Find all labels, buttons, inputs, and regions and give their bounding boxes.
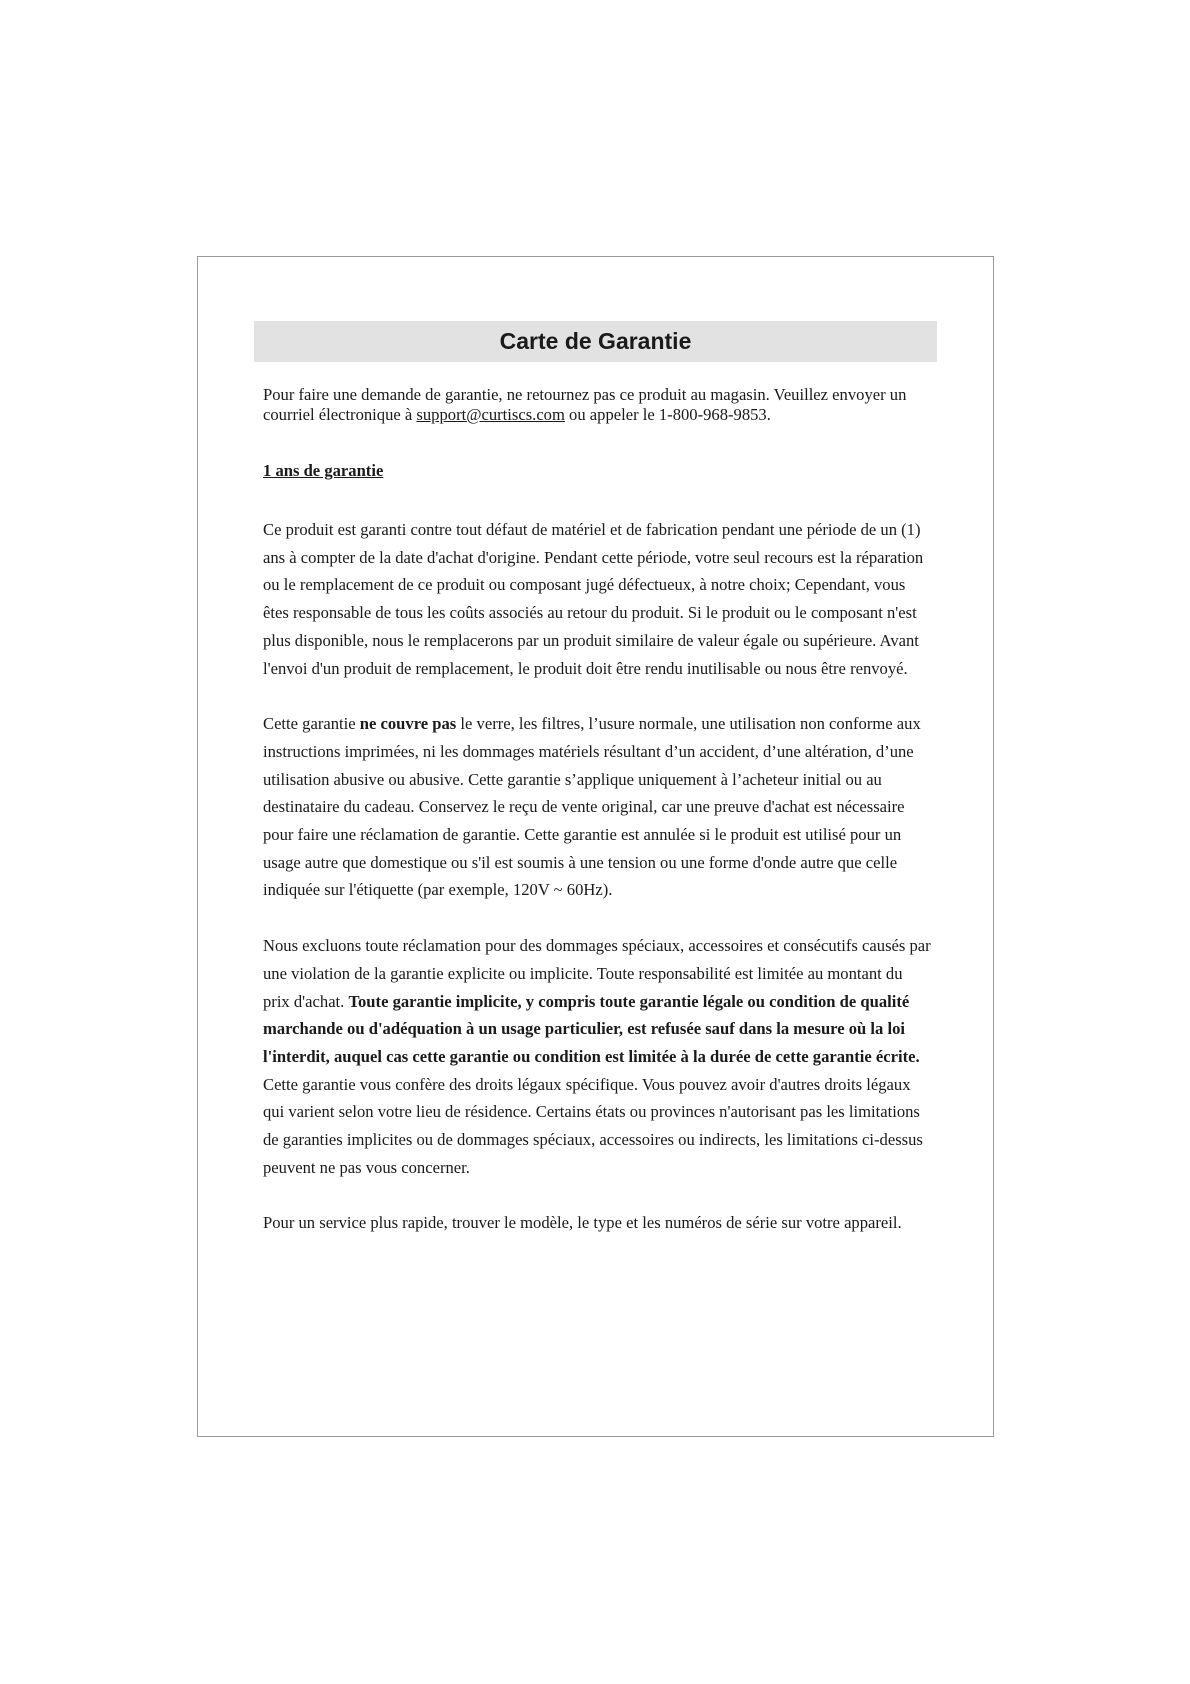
liability-rest: Cette garantie vous confère des droits légaux spécifique. Vous pouvez avoir d'autres droits légaux qui varient selon votre lieu de résidence. Certains états ou provinces n'autorisant pas les limitations de garanties implicites ou de dommages spéciaux, accessoires ou indirects, les limitations ci-dessus peuvent ne pas vous concerner. [263,1074,923,1177]
intro-text: Pour faire une demande de garantie, ne retournez pas ce produit au magasin. Veuillez envoyer un courriel électronique à [263,385,907,424]
exclusions-paragraph [263,710,933,904]
exclusions-bold: ne couvre pas [359,714,457,734]
card-title: Carte de Garantie [499,328,692,354]
liability-lead: Nous excluons toute réclamation pour des dommages spéciaux, accessoires et consécutifs causés par une violation de la garantie explicite ou implicite. Toute responsabilité est limitée au montant du prix d'achat. [263,936,931,1011]
exclusions-rest: le verre, les filtres, l’usure normale, une utilisation non conforme aux instructions imprimées, ni les dommages matériels résultant d’un accident, d’une altération, d’une utilisation abusive ou abusive. Cette garantie s’applique uniquement à l’acheteur initial ou au destinataire du cadeau. Conservez le reçu de vente original, car une preuve d'achat est nécessaire pour faire une réclamation de garantie. Cette garantie est annulée si le produit est utilisé pour un usage autre que domestique ou s'il est soumis à une tension ou une forme d'onde autre que celle indiquée sur l'étiquette (par exemple, 120V ~ 60Hz). [263,714,921,900]
intro-phone-text: ou appeler le 1-800-968-9853. [564,405,771,424]
support-email-link[interactable]: support@curtiscs.com [416,405,565,424]
warranty-content [263,385,933,1237]
coverage-paragraph: Ce produit est garanti contre tout défaut de matériel et de fabrication pendant une période de un (1) ans à compter de la date d'achat d'origine. Pendant cette période, votre seul recours est la réparation ou le remplacement de ce produit ou composant jugé défectueux, à notre choix; Cependant, vous êtes responsable de tous les coûts associés au retour du produit. Si le produit ou le composant n'est plus disponible, nous le remplacerons par un produit similaire de valeur égale ou supérieure. Avant l'envoi d'un produit de remplacement, le produit doit être rendu inutilisable ou nous être renvoyé. [263,520,924,678]
service-paragraph: Pour un service plus rapide, trouver le modèle, le type et les numéros de série sur votre appareil. [263,1213,902,1233]
intro-paragraph [263,385,933,425]
section-heading: 1 ans de garantie [263,461,384,480]
liability-paragraph [263,932,933,1181]
warranty-card [197,256,994,1437]
title-bar [254,321,937,362]
liability-bold: Toute garantie implicite, y compris toute garantie légale ou condition de qualité marchande ou d'adéquation à un usage particulier, est refusée sauf dans la mesure où la loi l'interdit, auquel cas cette garantie ou condition est limitée à la durée de cette garantie écrite. [263,991,920,1066]
exclusions-lead: Cette garantie [263,714,360,734]
